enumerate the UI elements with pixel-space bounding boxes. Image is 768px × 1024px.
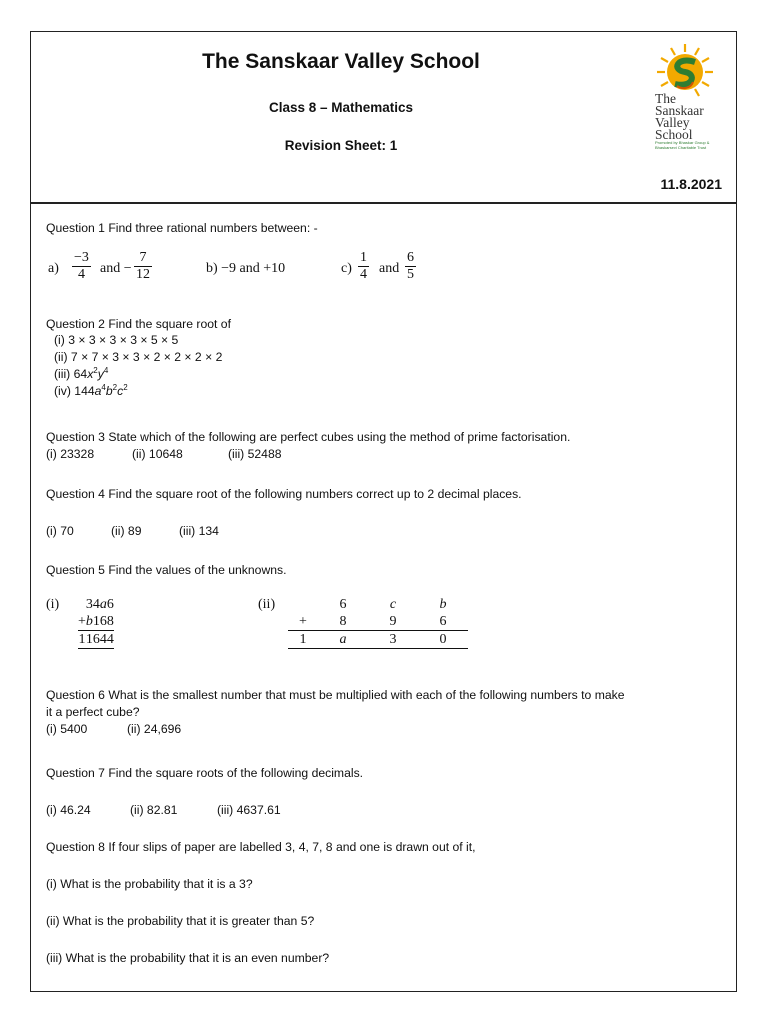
question-2-part: (i) 3 × 3 × 3 × 3 × 5 × 5 — [54, 333, 179, 347]
sheet-title: Revision Sheet: 1 — [284, 138, 398, 153]
question-4: Question 4 Find the square root of the following numbers correct up to 2 decimal places. — [46, 487, 522, 501]
question-7: Question 7 Find the square roots of the following decimals. — [46, 766, 364, 780]
question-1: Question 1 Find three rational numbers between: - — [46, 221, 318, 235]
fraction: $\frac{-3}{4}$ — [74, 250, 89, 282]
question-3: Question 3 State which of the following are perfect cubes using the method of prime factorisation. — [46, 430, 571, 444]
question-8-part: (iii) What is the probability that it is an even number? — [46, 951, 330, 965]
fraction: $\frac{6}{5}$ — [407, 250, 414, 282]
question-2: Question 2 Find the square root of — [46, 317, 231, 331]
class-subject: Class 8 – Mathematics — [268, 100, 414, 115]
question-8-part: (i) What is the probability that it is a 3? — [46, 877, 253, 891]
question-2-part: (ii) 7 × 7 × 3 × 3 × 2 × 2 × 2 × 2 — [54, 350, 223, 364]
question-2-part: (iv) $144a^4b^2c^2$ — [54, 382, 128, 398]
logo-wordmark: The Sanskaar Valley School — [655, 91, 704, 142]
worksheet-page: The Sanskaar Valley School Class 8 – Mathematics Revision Sheet: 1 11.8.2021 The Sanskaar Valley School Promoted by Bhaskar Group & Bhaskarsevi Charitable Trust Question 1 Find three rational numbers between: - a) $\frac{-3}{4}$ and − $\frac{7}{12}$ b) −9 and +10 c) $\frac{1}{4}$ and $\frac{6}{5}$ Question 2 Find the square root of (i) 3 × 3 × 3 × 3 × 5 × 5 (ii) 7 × 7 × 3 × 3 × 2 × 2 × 2 × 2 (iii) $64x^2y^4$ (iv) $144a^4b^2c^2$ Question 3 State which of the following are perfect cubes using the method of prime factorisation. (i) 23328 (ii) 10648 (iii) 52488 Question 4 Find the square root of the following numbers correct up to 2 decimal places. (i) 70 (ii) 89 (iii) 134 Question 5 Find the values of the unknowns. (i) 3 4 a 6 + b 1 6 8 1 1 6 4 4 (ii) 6 c b + 8 9 6 1 a 3 0 Question 6 What is the smallest number that must be multiplied with each of the following numbers to make it a perfect cube? (i) 5400 (ii) 24,696 Question 7 Find the square roots of the following decimals. (i) 46.24 (ii) 82.81 (iii) 4637.61 Question 8 If four slips of paper are labelled 3, 4, 7, 8 and one is drawn out of it, (i) What is the probability that it is a 3? (ii) What is the probability that it is greater than 5? (iii) What is the probability that it is an even number? — [30, 31, 737, 992]
question-1-options: a) $\frac{-3}{4}$ and − $\frac{7}{12}$ b) −9 and +10 c) $\frac{1}{4}$ and $\frac{6}{5}$ — [48, 250, 414, 282]
question-6: Question 6 What is the smallest number that must be multiplied with each of the following numbers to make — [46, 688, 625, 702]
logo-tagline: Promoted by Bhaskar Group & Bhaskarsevi Charitable Trust — [655, 140, 710, 150]
school-name: The Sanskaar Valley School — [202, 50, 480, 73]
question-5: Question 5 Find the values of the unknowns. — [46, 563, 287, 577]
question-8: Question 8 If four slips of paper are labelled 3, 4, 7, 8 and one is drawn out of it, — [46, 840, 476, 854]
worksheet-header — [31, 32, 736, 204]
question-6-continued: it a perfect cube? — [46, 705, 140, 719]
fraction: $\frac{1}{4}$ — [360, 250, 367, 282]
question-2-part: (iii) $64x^2y^4$ — [54, 365, 109, 381]
sheet-date: 11.8.2021 — [660, 176, 722, 192]
fraction: $\frac{7}{12}$ — [136, 250, 150, 282]
question-8-part: (ii) What is the probability that it is greater than 5? — [46, 914, 315, 928]
